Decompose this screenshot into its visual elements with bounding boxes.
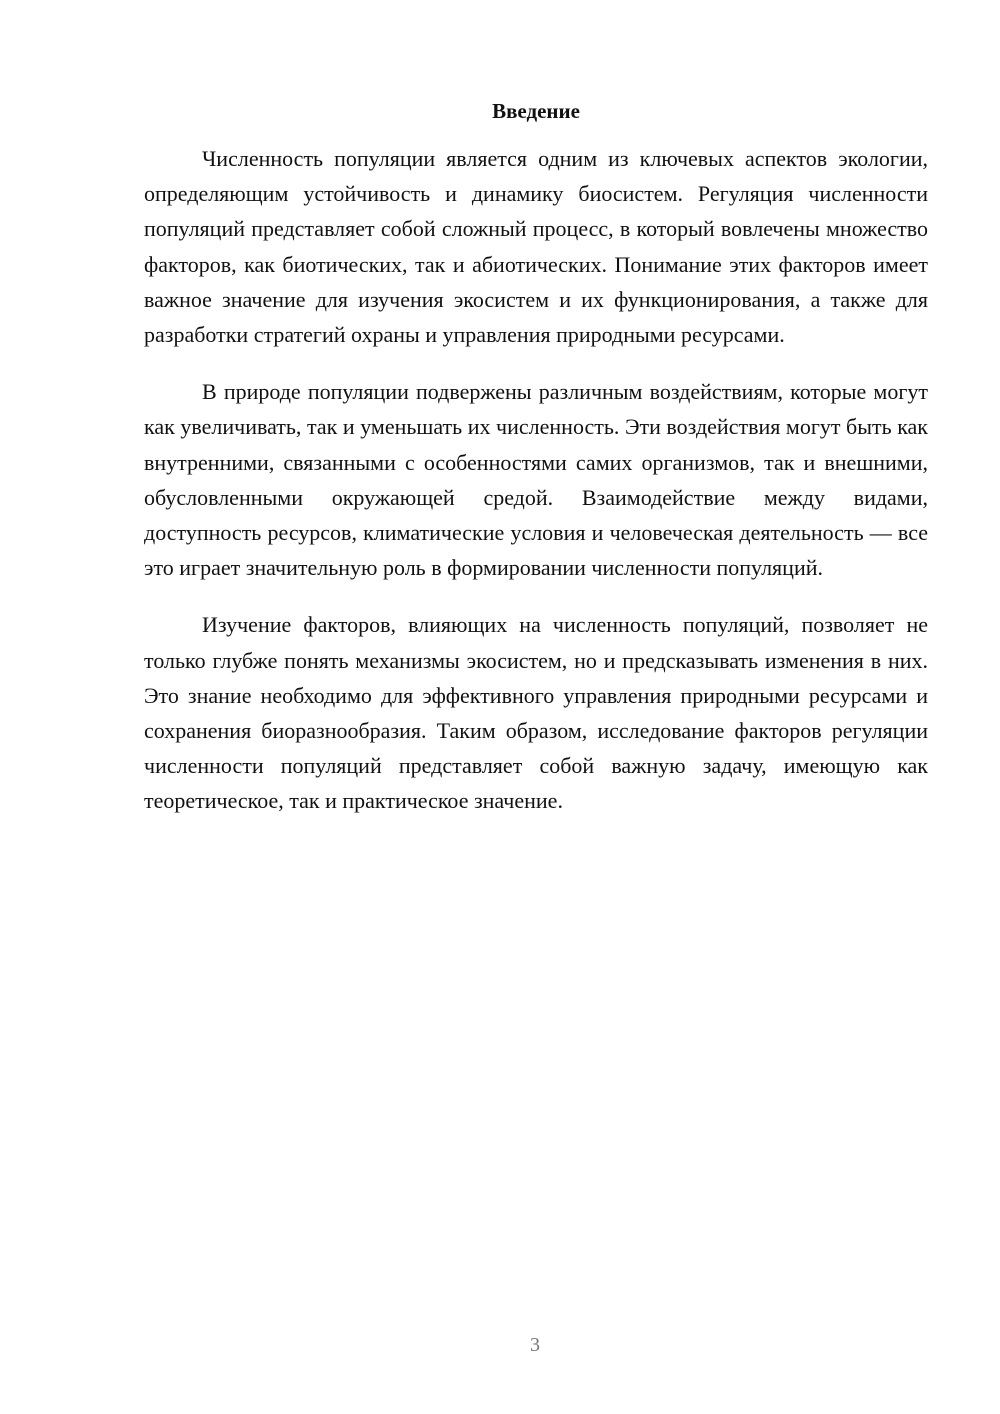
paragraph-3: Изучение факторов, влияющих на численность популяций, позволяет не только глубже понять механизмы экосистем, но и предсказывать изменения в них. Это знание необходимо для эффективного управления природными ресурсами и сохранения биоразнообразия. Таким образом, исследование факторов регуляции численности популяций представляет собой важную задачу, имеющую как теоретическое, так и практическое значение. xyxy=(144,612,928,814)
section-title: Введение xyxy=(492,99,580,123)
paragraph-1: Численность популяции является одним из ключевых аспектов экологии, определяющим устойчивость и динамику биосистем. Регуляция численности популяций представляет собой сложный процесс, в который вовлечены множество факторов, как биотических, так и абиотических. Понимание этих факторов имеет важное значение для изучения экосистем и их функционирования, а также для разработки стратегий охраны и управления природными ресурсами. xyxy=(144,146,928,348)
page-number: 3 xyxy=(530,1334,540,1356)
paragraph-2: В природе популяции подвержены различным воздействиям, которые могут как увеличивать, так и уменьшать их численность. Эти воздействия могут быть как внутренними, связанными с особенностями самих организмов, так и внешними, обусловленными окружающей средой. Взаимодействие между видами, доступность ресурсов, климатические условия и человеческая деятельность — все это играет значительную роль в формировании численности популяций. xyxy=(144,379,928,581)
page-content xyxy=(144,95,928,819)
